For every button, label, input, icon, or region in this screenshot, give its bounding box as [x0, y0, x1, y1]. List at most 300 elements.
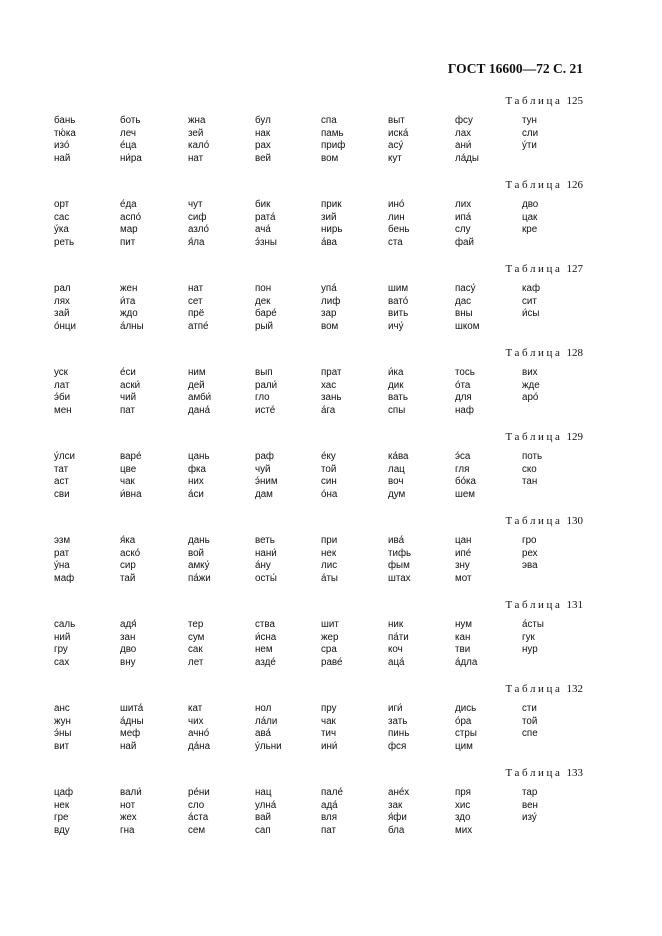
syllable-cell: вой — [188, 547, 205, 559]
syllable-cell: аски́ — [120, 379, 141, 391]
syllable-cell: хис — [455, 799, 471, 811]
syllable-cell: тат — [54, 463, 69, 475]
syllable-column — [54, 619, 75, 669]
syllable-cell: боть — [120, 115, 141, 126]
syllable-cell: чуй — [255, 463, 271, 475]
syllable-cell: спе — [522, 728, 538, 740]
syllable-cell: штах — [388, 572, 411, 584]
syllable-cell: мот — [455, 572, 472, 584]
syllable-column — [120, 619, 136, 669]
syllable-cell: гло — [255, 392, 270, 404]
syllable-cell: чий — [120, 392, 137, 404]
syllable-cell: зань — [321, 392, 342, 404]
syllable-cell: пасу́ — [455, 283, 476, 294]
syllable-cell: дас — [455, 295, 472, 307]
syllable-cell: вом — [321, 320, 339, 332]
syllable-cell: е́да — [120, 199, 137, 210]
syllable-cell: цве — [120, 463, 137, 475]
syllable-cell: ско — [522, 463, 537, 475]
syllable-cell: наф — [455, 404, 474, 416]
syllable-cell: сли — [522, 127, 539, 139]
syllable-cell: раф — [255, 451, 274, 462]
table-caption-word: Таблица — [505, 683, 563, 695]
syllable-cell: ипа́ — [455, 211, 472, 223]
syllable-column — [522, 367, 540, 405]
syllable-cell: вом — [321, 152, 339, 164]
syllable-cell: воч — [388, 476, 404, 488]
syllable-cell: нац — [255, 787, 272, 798]
syllable-cell: упа́ — [321, 283, 337, 294]
syllable-cell: раве́ — [321, 656, 343, 668]
syllable-cell: нани́ — [255, 547, 277, 559]
syllable-column — [120, 283, 144, 333]
syllable-column — [255, 199, 277, 249]
syllable-column — [321, 115, 345, 165]
syllable-column — [522, 535, 538, 573]
syllable-column — [188, 787, 210, 837]
table-caption — [506, 515, 584, 527]
syllable-cell: сем — [188, 824, 206, 836]
syllable-cell: бик — [255, 199, 271, 210]
syllable-column — [522, 115, 538, 153]
syllable-cell: рый — [255, 320, 273, 332]
syllable-cell: лис — [321, 560, 338, 572]
syllable-column — [188, 451, 210, 501]
syllable-cell: той — [522, 715, 538, 727]
syllable-cell: осты́ — [255, 572, 277, 584]
syllable-cell: сра — [321, 644, 337, 656]
syllable-cell: лет — [188, 656, 204, 668]
syllable-cell: хас — [321, 379, 337, 391]
table-number: 133 — [566, 767, 583, 779]
syllable-cell: дво — [120, 644, 137, 656]
syllable-cell: фсу — [455, 115, 473, 126]
syllable-cell: у́ка — [54, 224, 69, 236]
syllable-column — [388, 535, 411, 585]
syllable-cell: а́дны — [120, 715, 144, 727]
table-number: 125 — [566, 95, 583, 107]
table-caption-word: Таблица — [505, 347, 563, 359]
syllable-column — [522, 619, 544, 657]
syllable-cell: гро — [522, 535, 537, 546]
syllable-cell: жун — [54, 715, 71, 727]
syllable-column — [321, 367, 341, 417]
syllable-cell: дей — [188, 379, 205, 391]
syllable-cell: нек — [321, 547, 337, 559]
syllable-cell: и́ка — [388, 367, 404, 378]
syllable-cell: пру — [321, 703, 337, 714]
syllable-cell: для — [455, 392, 472, 404]
syllable-cell: цан — [455, 535, 472, 546]
syllable-cell: лях — [54, 295, 70, 307]
table-caption-word: Таблица — [505, 599, 563, 611]
syllable-column — [255, 703, 282, 753]
syllable-cell: рата́ — [255, 211, 276, 223]
syllable-column — [455, 619, 477, 669]
syllable-cell: бул — [255, 115, 271, 126]
table-caption-word: Таблица — [505, 95, 563, 107]
syllable-cell: приф — [321, 140, 346, 152]
syllable-cell: нол — [255, 703, 272, 714]
syllable-column — [255, 367, 277, 417]
syllable-column — [321, 199, 342, 249]
syllable-column — [54, 787, 73, 837]
syllable-cell: вих — [522, 367, 538, 378]
syllable-cell: слу — [455, 224, 471, 236]
syllable-cell: тан — [522, 476, 538, 488]
syllable-cell: гна — [120, 824, 135, 836]
syllable-cell: сет — [188, 295, 203, 307]
syllable-cell: ка́ва — [388, 451, 409, 462]
syllable-column — [120, 787, 142, 837]
syllable-cell: и́та — [120, 295, 136, 307]
syllable-cell: вит — [54, 740, 70, 752]
syllable-cell: тич — [321, 728, 337, 740]
syllable-cell: прё — [188, 308, 205, 320]
table-number: 128 — [566, 347, 583, 359]
syllable-column — [455, 283, 479, 333]
syllable-cell: гля — [455, 463, 470, 475]
table-number: 131 — [566, 599, 583, 611]
syllable-column — [388, 619, 409, 669]
syllable-cell: я́ла — [188, 236, 205, 248]
syllable-cell: ива́ — [388, 535, 405, 546]
syllable-cell: гук — [522, 631, 535, 643]
syllable-cell: ний — [54, 631, 71, 643]
syllable-cell: у́ти — [522, 140, 537, 152]
syllable-cell: сит — [522, 295, 537, 307]
syllable-cell: баре́ — [255, 308, 277, 320]
syllable-cell: я́ка — [120, 535, 136, 546]
syllable-cell: выт — [388, 115, 405, 126]
syllable-column — [188, 703, 210, 753]
syllable-cell: шим — [388, 283, 409, 294]
syllable-cell: рал — [54, 283, 71, 294]
syllable-column — [120, 199, 141, 249]
syllable-cell: цим — [455, 740, 473, 752]
syllable-cell: а́ну — [255, 560, 271, 572]
syllable-cell: ла́ды — [455, 152, 479, 164]
syllable-cell: ичу́ — [388, 320, 404, 332]
syllable-cell: тер — [188, 619, 204, 630]
syllable-cell: фай — [455, 236, 474, 248]
syllable-column — [54, 535, 74, 585]
syllable-column — [120, 367, 140, 417]
syllable-column — [455, 199, 474, 249]
syllable-column — [388, 199, 409, 249]
syllable-cell: нур — [522, 644, 538, 656]
syllable-column — [388, 451, 409, 501]
syllable-cell: чак — [321, 715, 336, 727]
syllable-cell: и́сы — [522, 308, 540, 320]
table-caption — [506, 95, 584, 107]
syllable-cell: э́са — [455, 451, 471, 462]
syllable-cell: вля — [321, 812, 338, 824]
syllable-cell: нот — [120, 799, 136, 811]
syllable-cell: дам — [255, 488, 273, 500]
syllable-cell: каф — [522, 283, 541, 294]
syllable-cell: а́лны — [120, 320, 144, 332]
syllable-cell: исте́ — [255, 404, 276, 416]
syllable-column — [255, 619, 276, 669]
page-header: ГОСТ 16600—72 С. 21 — [447, 61, 583, 76]
syllable-cell: жех — [120, 812, 137, 824]
syllable-cell: дана́ — [188, 404, 211, 416]
table-number: 130 — [566, 515, 583, 527]
syllable-column — [455, 787, 472, 837]
syllable-cell: дво — [522, 199, 539, 210]
table-caption-word: Таблица — [505, 263, 563, 275]
table-caption — [506, 431, 584, 443]
syllable-cell: ник — [388, 619, 404, 630]
syllable-cell: аст — [54, 476, 69, 488]
syllable-column — [455, 535, 471, 585]
syllable-cell: сах — [54, 656, 70, 668]
syllable-column — [522, 199, 538, 237]
syllable-cell: амку́ — [188, 560, 210, 572]
syllable-cell: нум — [455, 619, 472, 630]
syllable-cell: спа — [321, 115, 337, 126]
syllable-cell: рах — [255, 140, 271, 152]
syllable-cell: прик — [321, 199, 342, 210]
syllable-cell: сиф — [188, 211, 207, 223]
syllable-column — [321, 787, 343, 837]
syllable-cell: сас — [54, 211, 70, 223]
syllable-cell: бень — [388, 224, 410, 236]
syllable-cell: вны — [455, 308, 473, 320]
syllable-cell: маф — [54, 572, 75, 584]
syllable-cell: кре — [522, 224, 538, 236]
syllable-cell: зей — [188, 127, 204, 139]
syllable-cell: сло — [188, 799, 205, 811]
syllable-column — [120, 451, 142, 501]
syllable-cell: при — [321, 535, 338, 546]
syllable-cell: вато́ — [388, 295, 409, 307]
syllable-cell: пит — [120, 236, 136, 248]
syllable-cell: ждо — [120, 308, 138, 320]
syllable-column — [54, 367, 72, 417]
syllable-column — [120, 535, 140, 585]
syllable-cell: зать — [388, 715, 408, 727]
syllable-cell: зан — [120, 631, 136, 643]
syllable-cell: бань — [54, 115, 76, 126]
syllable-cell: а́дла — [455, 656, 478, 668]
syllable-cell: э́зны — [255, 236, 277, 248]
syllable-column — [388, 283, 408, 333]
syllable-cell: зай — [54, 308, 70, 320]
syllable-cell: дек — [255, 295, 271, 307]
syllable-cell: и́сна — [255, 631, 277, 643]
syllable-column — [321, 451, 337, 501]
syllable-cell: мар — [120, 224, 138, 236]
syllable-cell: сти — [522, 703, 537, 714]
syllable-cell: рех — [522, 547, 538, 559]
syllable-cell: эва — [522, 560, 538, 572]
syllable-column — [255, 283, 277, 333]
syllable-cell: у́льни — [255, 740, 282, 752]
syllable-cell: поть — [522, 451, 543, 462]
syllable-cell: изо́ — [54, 140, 70, 152]
syllable-cell: аспо́ — [120, 211, 142, 223]
syllable-column — [54, 283, 76, 333]
syllable-cell: шем — [455, 488, 476, 500]
syllable-cell: о́на — [321, 488, 338, 500]
syllable-cell: фся — [388, 740, 407, 752]
table-number: 132 — [566, 683, 583, 695]
syllable-column — [54, 115, 76, 165]
syllable-cell: амби́ — [188, 392, 212, 404]
table-caption — [506, 179, 584, 191]
syllable-cell: иги́ — [388, 703, 403, 714]
syllable-cell: сап — [255, 824, 271, 836]
syllable-cell: чак — [120, 476, 135, 488]
syllable-cell: вей — [255, 152, 272, 164]
syllable-cell: нек — [54, 799, 70, 811]
syllable-cell: дик — [388, 379, 404, 391]
syllable-cell: кат — [188, 703, 203, 714]
syllable-cell: сум — [188, 631, 205, 643]
syllable-cell: ла́ли — [255, 715, 278, 727]
syllable-cell: аро́ — [522, 392, 539, 404]
table-caption-word: Таблица — [505, 431, 563, 443]
table-caption-word: Таблица — [505, 767, 563, 779]
syllable-cell: изу́ — [522, 812, 537, 824]
syllable-column — [455, 703, 477, 753]
syllable-cell: зар — [321, 308, 337, 320]
syllable-cell: тифь — [388, 547, 412, 559]
table-number: 126 — [566, 179, 583, 191]
syllable-cell: пале́ — [321, 787, 343, 798]
syllable-cell: пон — [255, 283, 272, 294]
syllable-cell: жна — [188, 115, 206, 126]
syllable-column — [188, 367, 211, 417]
syllable-column — [388, 367, 408, 417]
table-caption-word: Таблица — [505, 179, 563, 191]
syllable-cell: па́ти — [388, 631, 409, 643]
syllable-cell: ино́ — [388, 199, 405, 210]
syllable-cell: шком — [455, 320, 480, 332]
syllable-cell: здо — [455, 812, 471, 824]
syllable-cell: син — [321, 476, 337, 488]
syllable-column — [522, 451, 542, 489]
syllable-cell: бо́ка — [455, 476, 477, 488]
syllable-cell: а́ва — [321, 236, 337, 248]
syllable-cell: коч — [388, 644, 403, 656]
syllable-column — [321, 619, 342, 669]
syllable-cell: тун — [522, 115, 537, 126]
syllable-column — [522, 703, 538, 741]
syllable-cell: нак — [255, 127, 271, 139]
syllable-cell: нем — [255, 644, 273, 656]
syllable-cell: пинь — [388, 728, 410, 740]
syllable-column — [255, 535, 277, 585]
syllable-cell: лах — [455, 127, 472, 139]
syllable-cell: фым — [388, 560, 410, 572]
syllable-column — [54, 451, 75, 501]
syllable-cell: лих — [455, 199, 472, 210]
syllable-cell: жде — [522, 379, 540, 391]
syllable-column — [120, 703, 144, 753]
syllable-cell: вып — [255, 367, 273, 378]
syllable-cell: саль — [54, 619, 76, 630]
syllable-cell: памь — [321, 127, 344, 139]
syllable-cell: асу́ — [388, 140, 404, 152]
syllable-cell: орт — [54, 199, 70, 210]
syllable-cell: ане́х — [388, 787, 410, 798]
syllable-cell: най — [54, 152, 71, 164]
syllable-cell: иска́ — [388, 127, 409, 139]
syllable-cell: анс — [54, 703, 70, 714]
syllable-cell: е́си — [120, 367, 136, 378]
syllable-column — [455, 115, 479, 165]
syllable-cell: пря — [455, 787, 471, 798]
table-caption — [506, 683, 584, 695]
syllable-cell: гре — [54, 812, 69, 824]
syllable-cell: и́вна — [120, 488, 142, 500]
syllable-cell: зну — [455, 560, 470, 572]
syllable-column — [455, 367, 475, 417]
syllable-cell: лац — [388, 463, 405, 475]
syllable-cell: лин — [388, 211, 405, 223]
syllable-cell: азде́ — [255, 656, 276, 668]
syllable-cell: ани́ — [455, 140, 472, 152]
syllable-cell: а́га — [321, 404, 336, 416]
syllable-cell: цак — [522, 211, 538, 223]
syllable-cell: стры — [455, 728, 477, 740]
syllable-cell: эзм — [54, 535, 71, 546]
syllable-cell: меф — [120, 728, 141, 740]
syllable-cell: тви — [455, 644, 471, 656]
syllable-cell: мих — [455, 824, 473, 836]
syllable-cell: зий — [321, 211, 337, 223]
syllable-cell: них — [188, 476, 204, 488]
table-caption-word: Таблица — [505, 515, 563, 527]
syllable-cell: вать — [388, 392, 408, 404]
syllable-cell: я́фи — [388, 812, 407, 824]
syllable-cell: о́ра — [455, 715, 472, 727]
table-caption — [506, 599, 584, 611]
syllable-cell: а́ты — [321, 572, 338, 584]
syllable-cell: лиф — [321, 295, 341, 307]
syllable-cell: сак — [188, 644, 203, 656]
syllable-cell: цань — [188, 451, 210, 462]
syllable-column — [188, 619, 204, 669]
syllable-cell: той — [321, 463, 337, 475]
syllable-column — [54, 199, 74, 249]
syllable-cell: э́би — [54, 392, 71, 404]
syllable-cell: рали́ — [255, 379, 278, 391]
syllable-cell: ства — [255, 619, 275, 630]
syllable-cell: тось — [455, 367, 475, 378]
syllable-cell: шит — [321, 619, 339, 630]
syllable-cell: вай — [255, 812, 272, 824]
syllable-column — [388, 703, 409, 753]
syllable-column — [388, 115, 408, 165]
syllable-cell: ада́ — [321, 799, 338, 811]
syllable-cell: вали́ — [120, 787, 142, 798]
syllable-cell: тай — [120, 572, 136, 584]
syllable-column — [188, 535, 211, 585]
syllable-column — [522, 787, 538, 825]
syllable-cell: зак — [388, 799, 403, 811]
syllable-cell: чих — [188, 715, 204, 727]
syllable-cell: варе́ — [120, 451, 142, 462]
syllable-cell: нат — [188, 283, 204, 294]
syllable-cell: сви — [54, 488, 70, 500]
syllable-cell: а́си — [188, 488, 204, 500]
syllable-cell: мен — [54, 404, 72, 416]
syllable-cell: сир — [120, 560, 136, 572]
